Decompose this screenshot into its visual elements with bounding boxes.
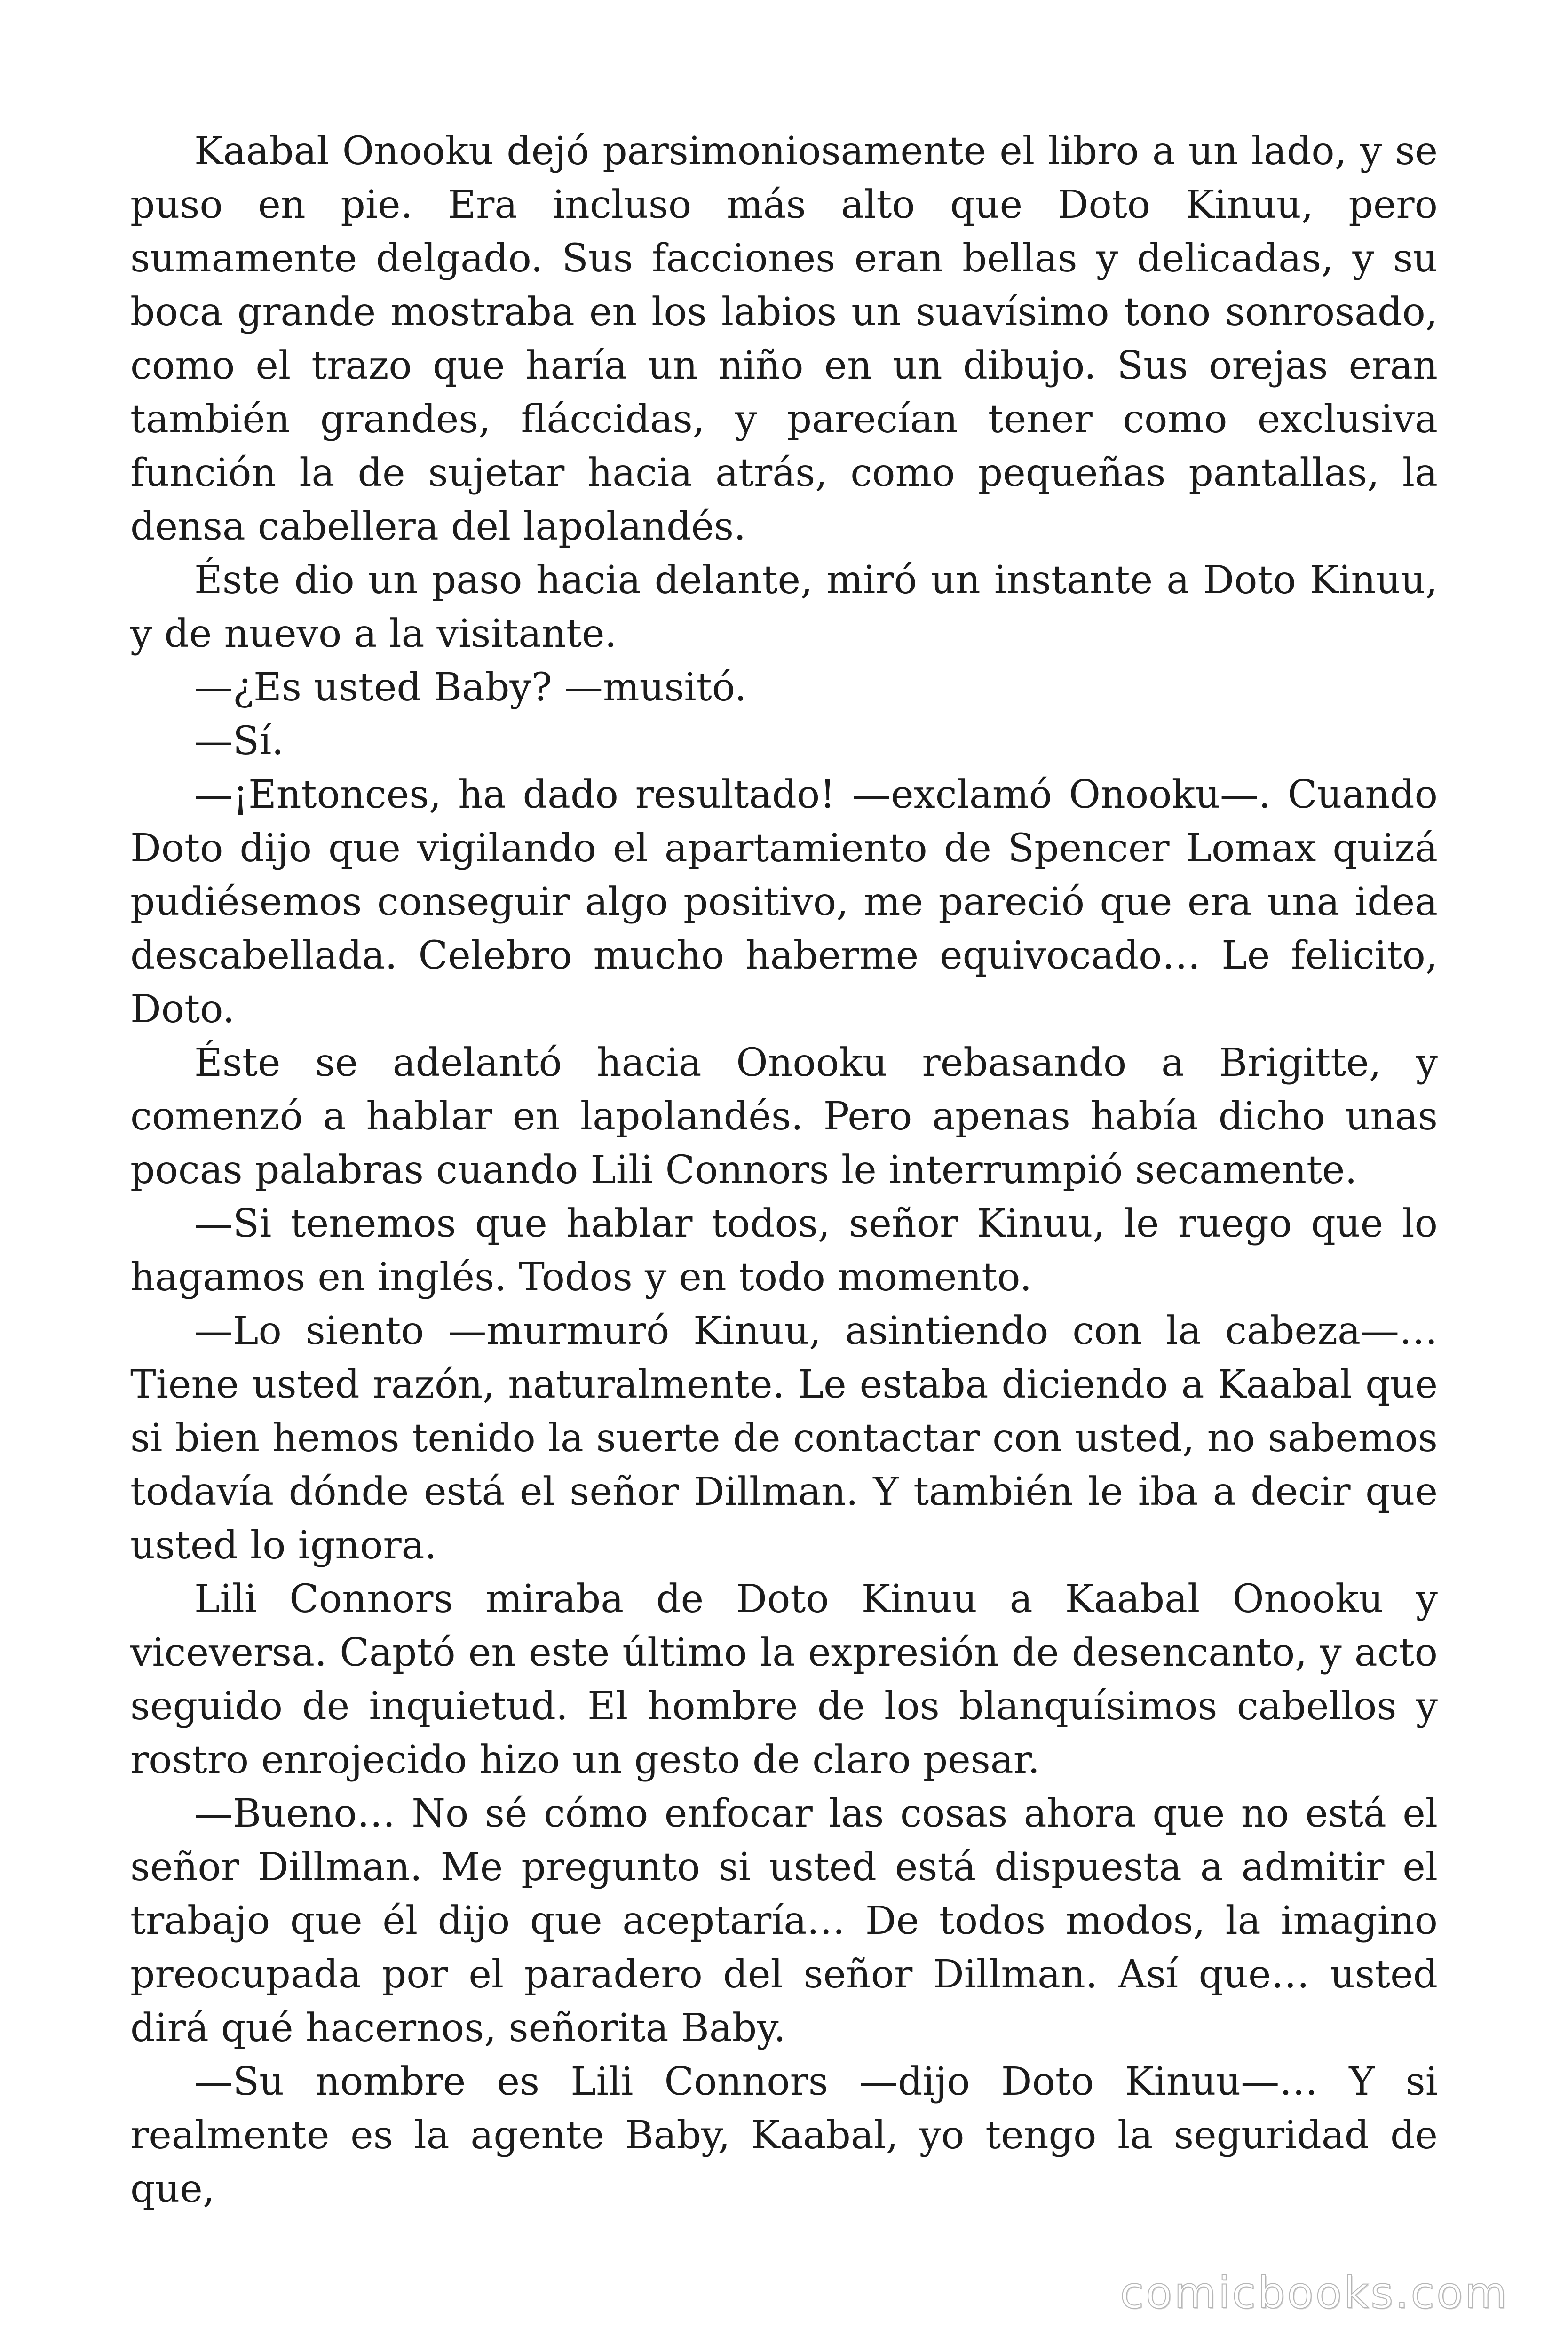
paragraph: —Bueno… No sé cómo enfocar las cosas ahora que no está el señor Dillman. Me pregunto si usted está dispuesta a admitir el trabajo que él dijo que aceptaría… De todos modos, la imagino preocupada por el paradero del señor Dillman. Así que… usted dirá qué hacernos, señorita Baby. (130, 1791, 1438, 2050)
paragraph: Lili Connors miraba de Doto Kinuu a Kaabal Onooku y viceversa. Captó en este último la expresión de desencanto, y acto seguido de inquietud. El hombre de los blanquísimos cabellos y rostro enrojecido hizo un gesto de claro pesar. (130, 1577, 1438, 1782)
watermark: comicbooks.com (1120, 2268, 1509, 2318)
paragraph: Éste se adelantó hacia Onooku rebasando a Brigitte, y comenzó a hablar en lapolandés. Pero apenas había dicho unas pocas palabras cuando Lili Connors le interrumpió secamente. (130, 1041, 1438, 1192)
paragraph: —Sí. (194, 719, 284, 763)
paragraph: —Si tenemos que hablar todos, señor Kinuu, le ruego que lo hagamos en inglés. Todos y en todo momento. (130, 1201, 1438, 1300)
paragraph: Kaabal Onooku dejó parsimoniosamente el libro a un lado, y se puso en pie. Era incluso más alto que Doto Kinuu, pero sumamente delgado. Sus facciones eran bellas y delicadas, y su boca grande mostraba en los labios un suavísimo tono sonrosado, como el trazo que haría un niño en un dibujo. Sus orejas eran también grandes, fláccidas, y parecían tener como exclusiva función la de sujetar hacia atrás, como pequeñas pantallas, la densa cabellera del lapolandés. (130, 129, 1438, 549)
paragraph: —¿Es usted Baby? —musitó. (194, 665, 747, 710)
paragraph: —Su nombre es Lili Connors —dijo Doto Kinuu—… Y si realmente es la agente Baby, Kaabal, yo tengo la seguridad de que, (130, 2059, 1438, 2211)
book-page-text (130, 125, 1438, 2216)
paragraph: Éste dio un paso hacia delante, miró un instante a Doto Kinuu, y de nuevo a la visitante. (130, 558, 1438, 656)
paragraph: —¡Entonces, ha dado resultado! —exclamó Onooku—. Cuando Doto dijo que vigilando el apartamiento de Spencer Lomax quizá pudiésemos conseguir algo positivo, me pareció que era una idea descabellada. Celebro mucho haberme equivocado… Le felicito, Doto. (130, 772, 1438, 1032)
paragraph: —Lo siento —murmuró Kinuu, asintiendo con la cabeza—… Tiene usted razón, naturalmente. Le estaba diciendo a Kaabal que si bien hemos tenido la suerte de contactar con usted, no sabemos todavía dónde está el señor Dillman. Y también le iba a decir que usted lo ignora. (130, 1309, 1438, 1568)
